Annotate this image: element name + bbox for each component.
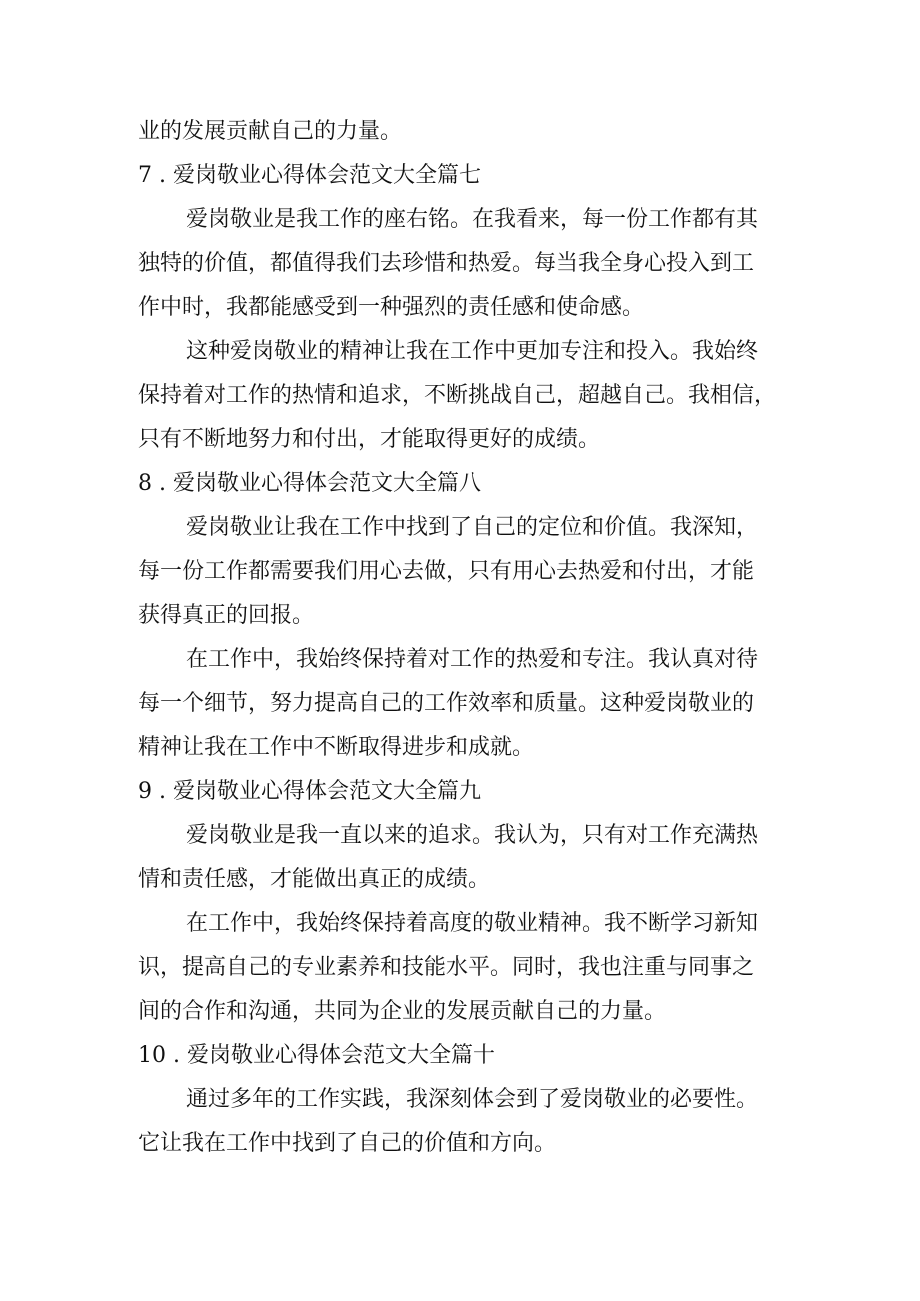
paragraph-line: 识，提高自己的专业素养和技能水平。同时，我也注重与同事之 bbox=[138, 955, 755, 980]
paragraph-line: 爱岗敬业是我一直以来的追求。我认为，只有对工作充满热 bbox=[186, 823, 759, 848]
paragraph-line: 爱岗敬业让我在工作中找到了自己的定位和价值。我深知， bbox=[186, 515, 759, 540]
section-heading-10: 10 . 爱岗敬业心得体会范文大全篇十 bbox=[138, 1043, 495, 1068]
paragraph-line: 它让我在工作中找到了自己的价值和方向。 bbox=[138, 1131, 557, 1156]
paragraph-line: 间的合作和沟通，共同为企业的发展贡献自己的力量。 bbox=[138, 999, 667, 1024]
document-body bbox=[138, 110, 790, 1166]
paragraph-line: 爱岗敬业是我工作的座右铭。在我看来，每一份工作都有其 bbox=[186, 207, 759, 232]
paragraph-line: 通过多年的工作实践，我深刻体会到了爱岗敬业的必要性。 bbox=[186, 1087, 759, 1112]
paragraph-line: 情和责任感，才能做出真正的成绩。 bbox=[138, 867, 491, 892]
paragraph-line: 每一个细节，努力提高自己的工作效率和质量。这种爱岗敬业的 bbox=[138, 691, 755, 716]
paragraph-line: 每一份工作都需要我们用心去做，只有用心去热爱和付出，才能 bbox=[138, 559, 755, 584]
paragraph-line: 精神让我在工作中不断取得进步和成就。 bbox=[138, 735, 535, 760]
paragraph-line: 保持着对工作的热情和追求，不断挑战自己，超越自己。我相信， bbox=[138, 383, 777, 408]
section-heading-8: 8 . 爱岗敬业心得体会范文大全篇八 bbox=[138, 471, 481, 496]
paragraph-line: 在工作中，我始终保持着高度的敬业精神。我不断学习新知 bbox=[186, 911, 759, 936]
paragraph-line: 作中时，我都能感受到一种强烈的责任感和使命感。 bbox=[138, 295, 645, 320]
paragraph-line: 独特的价值，都值得我们去珍惜和热爱。每当我全身心投入到工 bbox=[138, 251, 755, 276]
paragraph-line: 只有不断地努力和付出，才能取得更好的成绩。 bbox=[138, 427, 601, 452]
paragraph-line: 业的发展贡献自己的力量。 bbox=[138, 119, 403, 144]
paragraph-line: 获得真正的回报。 bbox=[138, 603, 315, 628]
section-heading-9: 9 . 爱岗敬业心得体会范文大全篇九 bbox=[138, 779, 481, 804]
paragraph-line: 这种爱岗敬业的精神让我在工作中更加专注和投入。我始终 bbox=[186, 339, 759, 364]
section-heading-7: 7 . 爱岗敬业心得体会范文大全篇七 bbox=[138, 163, 481, 188]
paragraph-line: 在工作中，我始终保持着对工作的热爱和专注。我认真对待 bbox=[186, 647, 759, 672]
